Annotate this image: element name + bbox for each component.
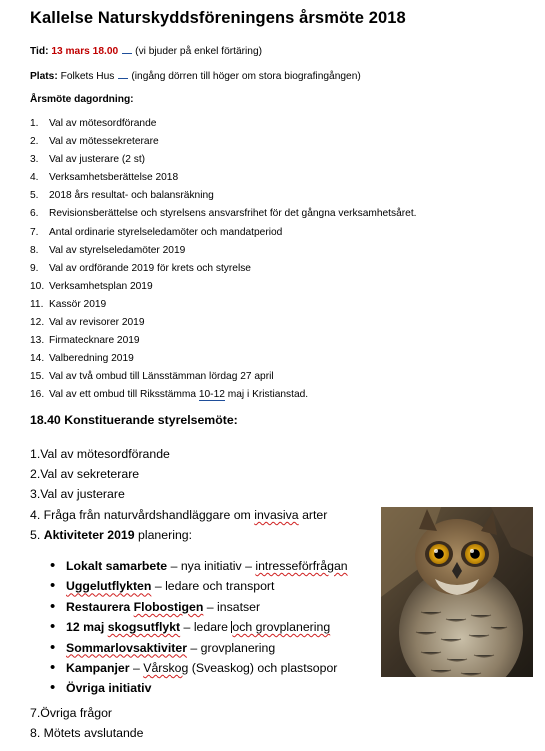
- time-note: (vi bjuder på enkel förtäring): [135, 46, 263, 57]
- owl-photo: [381, 507, 533, 677]
- time-line: Tid: 13 mars 18.00 (vi bjuder på enkel förtäring): [30, 43, 262, 57]
- agenda-item: 2. Val av mötessekreterare: [30, 136, 159, 148]
- agenda-list: [30, 115, 417, 405]
- activity-item: • Övriga initiativ: [50, 678, 348, 698]
- activity-item: • 12 maj skogsutflykt – ledare och grovplanering: [50, 617, 348, 637]
- agenda-item: 7. Antal ordinarie styrelseledamöter och mandatperiod: [30, 226, 283, 238]
- agenda-item: 9. Val av ordförande 2019 för krets och styrelse: [30, 262, 251, 274]
- agenda-item: 11. Kassör 2019: [30, 298, 107, 310]
- board-item: 7.Övriga frågor: [30, 706, 113, 720]
- board-item: 1.Val av mötesordförande: [30, 447, 170, 461]
- agenda-item: 1. Val av mötesordförande: [30, 118, 157, 129]
- agenda-heading: Årsmöte dagordning:: [30, 94, 134, 105]
- board-item: 8. Mötets avslutande: [30, 726, 144, 740]
- agenda-item: 5. 2018 års resultat- och balansräkning: [30, 190, 214, 202]
- underline-gap: [118, 68, 128, 79]
- board-item: 5. Aktiviteter 2019 planering:: [30, 528, 193, 542]
- activity-item: • Uggelutflykten – ledare och transport: [50, 576, 348, 596]
- activity-item: • Kampanjer – Vårskog (Sveaskog) och plastsopor: [50, 658, 348, 678]
- agenda-item: 8. Val av styrelseledamöter 2019: [30, 244, 186, 256]
- agenda-item: 14. Valberedning 2019: [30, 353, 134, 365]
- agenda-item: 12. Val av revisorer 2019: [30, 317, 145, 329]
- activity-item: • Restaurera Flobostigen – insatser: [50, 597, 348, 617]
- agenda-item: 15. Val av två ombud till Länsstämman lördag 27 april: [30, 371, 274, 383]
- agenda-item: 13. Firmatecknare 2019: [30, 335, 140, 347]
- place-label: Plats: [30, 71, 55, 82]
- place-note: (ingång dörren till höger om stora biografingången): [131, 71, 361, 82]
- activities-list: [50, 556, 348, 699]
- board-item: 2.Val av sekreterare: [30, 467, 140, 481]
- time-label: Tid: [30, 46, 46, 57]
- agenda-item: 10. Verksamhetsplan 2019: [30, 280, 153, 292]
- activity-item: • Lokalt samarbete – nya initiativ – intresseförfrågan: [50, 556, 348, 576]
- board-item: 4. Fråga från naturvårdshandläggare om invasiva arter: [30, 508, 328, 522]
- underline-gap: [122, 43, 132, 54]
- place-line: Plats: Folkets Hus (ingång dörren till höger om stora biografingången): [30, 68, 361, 82]
- agenda-item: 3. Val av justerare (2 st): [30, 154, 146, 166]
- meeting-datetime: 13 mars 18.00: [51, 46, 119, 57]
- agenda-item: 4. Verksamhetsberättelse 2018: [30, 172, 179, 184]
- place-value: Folkets Hus: [60, 71, 115, 82]
- agenda-item: 6. Revisionsberättelse och styrelsens ansvarsfrihet för det gångna verksamhetsåret.: [30, 208, 417, 220]
- activity-item: • Sommarlovsaktiviter – grovplanering: [50, 638, 348, 658]
- agenda-item: 16. Val av ett ombud till Riksstämma 10-12 maj i Kristianstad.: [30, 389, 309, 401]
- document-title: Kallelse Naturskyddsföreningens årsmöte 2018: [30, 9, 406, 27]
- board-meeting-heading: 18.40 Konstituerande styrelsemöte:: [30, 413, 238, 427]
- board-item: 3.Val av justerare: [30, 487, 125, 501]
